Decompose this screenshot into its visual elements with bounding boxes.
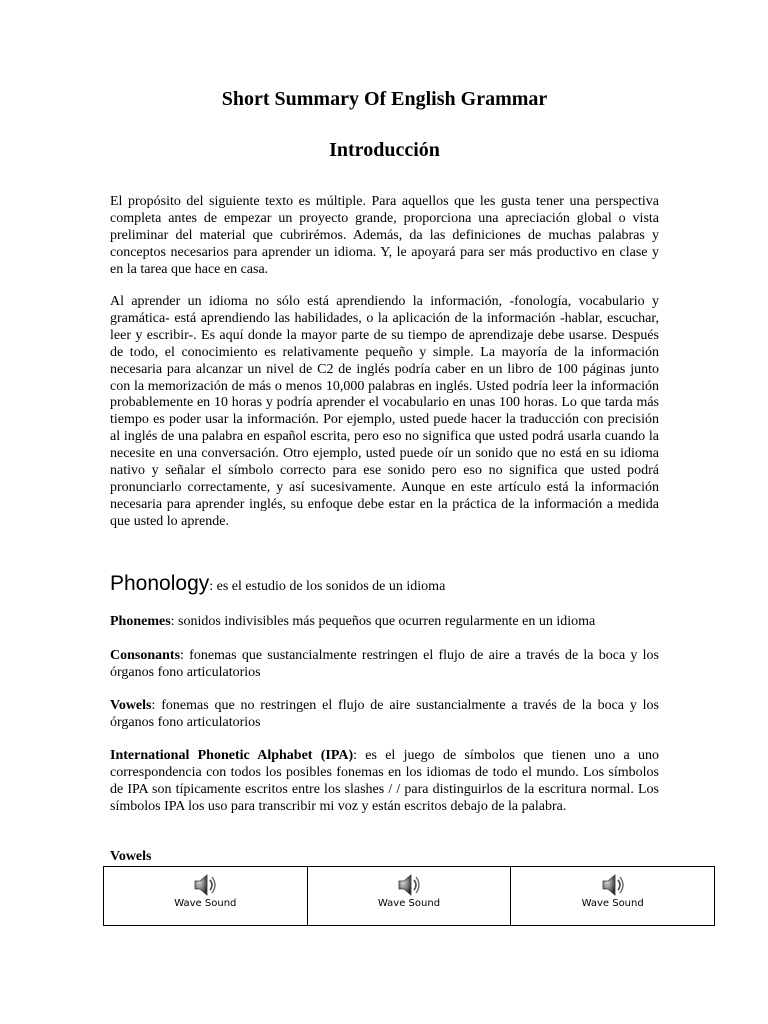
wave-sound-label: Wave Sound xyxy=(377,898,441,909)
definition-text: : fonemas que no restringen el flujo de aire sustancialmente a través de la boca y los órganos fono articulatorios xyxy=(110,698,659,730)
speaker-icon[interactable] xyxy=(599,871,627,899)
wave-sound-player[interactable] xyxy=(104,867,307,925)
sound-cell xyxy=(104,867,308,926)
wave-sound-player[interactable] xyxy=(308,867,511,925)
definition-term: Vowels xyxy=(110,698,152,713)
definition-text: : sonidos indivisibles más pequeños que ocurren regularmente en un idioma xyxy=(170,614,596,629)
definition-term: Consonants xyxy=(110,648,181,663)
wave-sound-label: Wave Sound xyxy=(174,898,237,909)
intro-paragraph-1: El propósito del siguiente texto es múltiple. Para aquellos que les gusta tener una perspectiva completa antes de empezar un proyecto grande, proporciona una apreciación global o vista preliminar del material que cubrirémos. Además, da las definiciones de muchas palabras y conceptos necesarios para aprender un idioma. Y, le apoyará para ser más productivo en clase y en la tarea que hace en casa. xyxy=(110,194,659,277)
phonology-term: Phonology xyxy=(110,572,210,595)
definition-term: Phonemes xyxy=(110,614,171,629)
section-heading-introduccion: Introducción xyxy=(329,139,440,161)
phonology-heading xyxy=(110,571,659,600)
intro-paragraph-2: Al aprender un idioma no sólo está aprendiendo la información, -fonología, vocabulario y gramática- está aprendiendo las habilidades, o la aplicación de la información -hablar, escuchar, leer y escribir-. Es aquí donde la mayor parte de su tiempo de aprendizaje debe usarse. Después de todo, el conocimiento es relativamente pequeño y simple. La mayoría de la información necesaria para alcanzar un nivel de C2 de inglés podría caber en un libro de 100 páginas junto con la memorización de más o menos 10,000 palabras en inglés. Usted podría leer la información probablemente en 10 horas y podría aprender el vocabulario en unas 100 horas. Lo que tarda más tiempo es poder usar la información. Por ejemplo, usted puede hacer la traducción con precisión al inglés de una palabra en español escrita, pero eso no significa que usted podrá usarla cuando la necesite en una conversación. Otro ejemplo, usted puede oír un sonido que no está en su idioma nativo y señalar el símbolo correcto para ese sonido pero eso no significa que usted podrá pronunciarlo correctamente, y así sucesivamente. Aunque en este artículo está la información necesaria para aprender inglés, su enfoque debe estar en la práctica de la información a medida que usted lo aprende. xyxy=(110,294,659,529)
definition-text: : fonemas que sustancialmente restringen el flujo de aire a través de la boca y los órganos fono articulatorios xyxy=(110,648,659,680)
sound-cell xyxy=(511,867,715,926)
speaker-icon[interactable] xyxy=(191,871,219,899)
vowels-heading: Vowels xyxy=(110,849,152,864)
definition-ipa xyxy=(110,748,659,816)
vowel-sounds-table xyxy=(103,866,715,926)
definition-vowels xyxy=(110,698,659,732)
speaker-icon[interactable] xyxy=(395,871,423,899)
definition-term: International Phonetic Alphabet (IPA) xyxy=(110,748,354,763)
wave-sound-player[interactable] xyxy=(511,867,714,925)
wave-sound-label: Wave Sound xyxy=(581,898,644,909)
definition-consonants xyxy=(110,648,659,682)
definition-phonemes xyxy=(110,614,659,631)
document-title: Short Summary Of English Grammar xyxy=(221,88,548,110)
sound-cell xyxy=(307,867,511,926)
definition-text: : es el juego de símbolos que tienen uno a uno correspondencia con todos los posibles fonemas en los idiomas de todo el mundo. Los símbolos de IPA son típicamente escritos entre los slashes / / para distinguirlos de la escritura normal. Los símbolos IPA los uso para transcribir mi voz y están escritos debajo de la palabra. xyxy=(110,748,659,814)
phonology-definition: : es el estudio de los sonidos de un idioma xyxy=(209,579,446,594)
